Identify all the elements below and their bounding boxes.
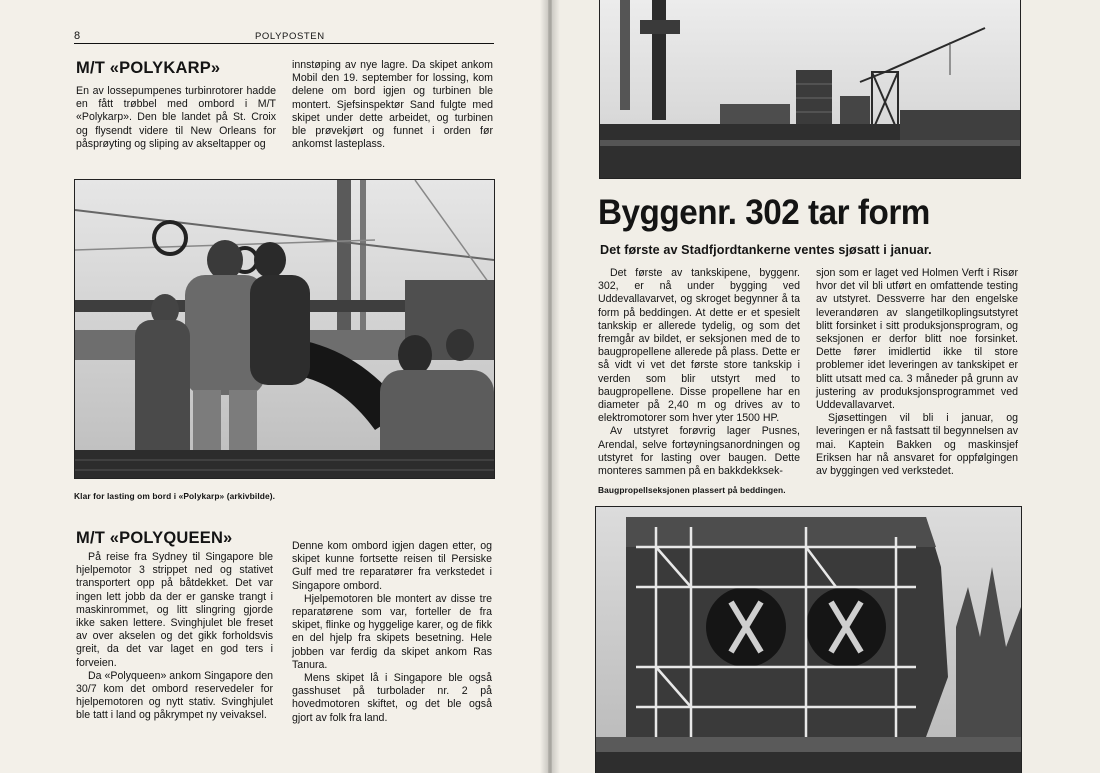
- bow-photo-caption: Baugpropellseksjonen plassert på beddingen.: [598, 485, 786, 495]
- tanker-col1: [598, 267, 800, 478]
- main-headline: Byggenr. 302 tar form: [598, 193, 930, 232]
- running-head: POLYPOSTEN: [255, 31, 325, 42]
- subheadline: Det første av Stadfjordtankerne ventes sjøsatt i januar.: [600, 243, 932, 257]
- polyqueen-headline: M/T «POLYQUEEN»: [76, 529, 233, 547]
- deck-crew-image: [75, 180, 494, 478]
- shipyard-photo: [599, 0, 1021, 179]
- tanker-col2: [816, 267, 1018, 478]
- bow-section-photo: [595, 506, 1022, 773]
- polykarp-deck-photo: [74, 179, 495, 479]
- polykarp-headline: M/T «POLYKARP»: [76, 59, 221, 77]
- bow-section-image: [596, 507, 1021, 773]
- polyqueen-col2-p2: Hjelpemotoren ble montert av disse tre reparatørene som var, forteller de fra skipet, flinke og hyggelige karer, og de fikk en del hjelp fra skipets besetning. Hele jobben var ferdig da skipet ankom Ras Tanura.: [292, 592, 492, 671]
- polyqueen-col2: [292, 540, 492, 725]
- tanker-col2-p1: sjon som er laget ved Holmen Verft i Risør hvor det vil bli utført en omfattende testing av utstyret. Dessverre har den engelske leverandøren av slangetilkoplingsutstyret blitt forsinket i sitt produksjonsprogram, og seksjonen er derfor blitt noe forsinket. Dette fører imidlertid ikke til store problemer idet leveringen av tankskipet er blitt utsatt med ca. 3 måneder på grunn av justering av produksjonsprogrammet ved Uddevallavarvet.: [816, 267, 1018, 412]
- polykarp-col1: [76, 85, 276, 151]
- page-number: 8: [74, 30, 81, 42]
- left-page: [0, 0, 548, 773]
- polykarp-col2-text: innstøping av nye lagre. Da skipet ankom Mobil den 19. september for lossing, kom delene om bord igjen og turbinen ble montert. Sjefsinspektør Sand fulgte med skipet under dette arbeidet, og turbinen ble prøvekjørt og funnet i orden før ankomst lasteplass.: [292, 59, 493, 151]
- polyqueen-col1: [76, 551, 273, 723]
- polyqueen-col1-p1: På reise fra Sydney til Singapore ble hjelpemotor 3 strippet ned og stativet transportert opp på båtdekket. Det var ingen lett jobb da der er ganske trangt i maskinrommet, og litt slingring gjorde ikke saken lettere. Svinghjulet ble freset av over akselen og det gikk forholdsvis greit, da det var laget en god ters i forveien.: [76, 551, 273, 669]
- polykarp-col1-text: En av lossepumpenes turbinrotorer hadde en fått trøbbel med ombord i M/T «Polykarp». Den ble landet på St. Croix og flysendt videre til New Orleans for påsprøyting og sliping av akseltapper og: [76, 85, 276, 150]
- polyqueen-col2-p3: Mens skipet lå i Singapore ble også gasshuset på turbolader nr. 2 på hovedmotoren skiftet, og det ble også gjort av folk fra land.: [292, 672, 492, 724]
- polyqueen-col2-p1: Denne kom ombord igjen dagen etter, og skipet kunne fortsette reisen til Persiske Gulf med tre reparatører fra verkstedet i Singapore ombord.: [292, 540, 492, 592]
- polykarp-photo-caption: Klar for lasting om bord i «Polykarp» (arkivbilde).: [74, 491, 276, 501]
- header-rule: [74, 43, 494, 44]
- polykarp-col2: [292, 59, 493, 151]
- tanker-col1-p1: Det første av tankskipene, byggenr. 302, er nå under bygging ved Uddevallavarvet, og skroget begynner å ta form på beddingen. At dette er et spesielt tankskip er allerede tydelig, og som det fremgår av bildet, er seksjonen med de to baugpropellene allerede på plass. Dette er så vidt vi vet det første store tankskip i verden som blir utstyrt med to baugpropellene. Disse propellene har en diameter på 2,40 m og drives av to elektromotorer som hver yter 1500 HP.: [598, 267, 800, 425]
- shipyard-image: [600, 0, 1020, 178]
- tanker-col1-p2: Av utstyret forøvrig lager Pusnes, Arendal, selve fortøyningsanordningen og utstyret for lasting over baugen. Dette monteres sammen på en bakkdekksek-: [598, 425, 800, 478]
- polyqueen-col1-p2: Da «Polyqueen» ankom Singapore den 30/7 kom det ombord reservedeler for hjelpemotoren og nytt stativ. Svinghjulet ble tatt i land og påkrympet ny veivaksel.: [76, 669, 273, 722]
- tanker-col2-p2: Sjøsettingen vil bli i januar, og leveringen er nå fastsatt til begynnelsen av mai. Kaptein Bakken og maskinsjef Eriksen har nå ansvaret for oppfølgingen av byggingen ved verkstedet.: [816, 412, 1018, 478]
- right-page: [552, 0, 1100, 773]
